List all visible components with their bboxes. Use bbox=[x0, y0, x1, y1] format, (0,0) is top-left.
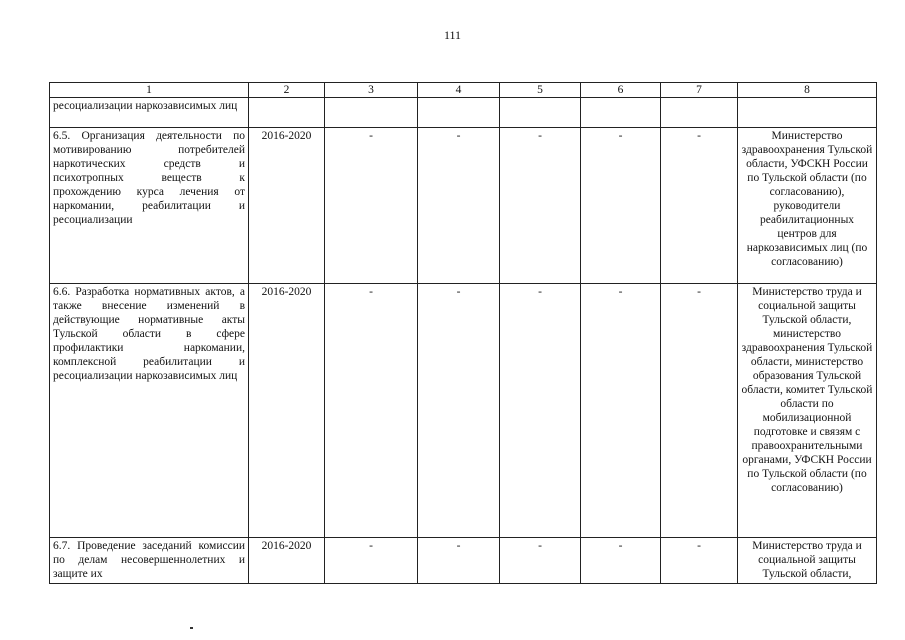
dash-cell: - bbox=[418, 284, 500, 538]
column-header: 5 bbox=[500, 83, 581, 98]
column-header: 3 bbox=[325, 83, 418, 98]
column-header: 4 bbox=[418, 83, 500, 98]
dash-cell: - bbox=[325, 284, 418, 538]
period-cell: 2016-2020 bbox=[249, 128, 325, 284]
executors-cell: Министерство труда и социальной защиты Тульской области, bbox=[738, 538, 877, 584]
period-cell: 2016-2020 bbox=[249, 538, 325, 584]
dash-cell: - bbox=[418, 128, 500, 284]
dash-cell: - bbox=[581, 538, 661, 584]
column-header: 6 bbox=[581, 83, 661, 98]
dash-cell: - bbox=[325, 128, 418, 284]
executors-cell: Министерство здравоохранения Тульской области, УФСКН России по Тульской области (по согласованию), руководители реабилитационных центров для наркозависимых лиц (по согласованию) bbox=[738, 128, 877, 284]
column-number-row bbox=[50, 83, 877, 98]
column-header: 7 bbox=[661, 83, 738, 98]
dash-cell: - bbox=[661, 284, 738, 538]
dash-cell: - bbox=[581, 128, 661, 284]
measure-description: 6.6. Разработка нормативных актов, а также внесение изменений в действующие нормативные акты Тульской области в сфере профилактики наркомании, комплексной реабилитации и ресоциализации наркозависимых лиц bbox=[50, 284, 249, 538]
program-measures-table bbox=[49, 82, 877, 584]
continuation-text: ресоциализации наркозависимых лиц bbox=[50, 98, 249, 128]
executors-cell: Министерство труда и социальной защиты Тульской области, министерство здравоохранения Тульской области, министерство образования Тульской области, комитет Тульской области по мобилизационной подготовке и связям с правоохранительными органами, УФСКН России по Тульской области (по согласованию) bbox=[738, 284, 877, 538]
period-cell: 2016-2020 bbox=[249, 284, 325, 538]
continuation-row bbox=[50, 98, 877, 128]
measure-description: 6.7. Проведение заседаний комиссии по делам несовершеннолетних и защите их bbox=[50, 538, 249, 584]
dash-cell: - bbox=[325, 538, 418, 584]
dash-cell: - bbox=[661, 538, 738, 584]
column-header: 1 bbox=[50, 83, 249, 98]
dash-cell: - bbox=[500, 538, 581, 584]
dash-cell: - bbox=[661, 128, 738, 284]
dash-cell: - bbox=[500, 284, 581, 538]
column-header: 8 bbox=[738, 83, 877, 98]
dash-cell: - bbox=[500, 128, 581, 284]
page-number: 111 bbox=[443, 28, 462, 42]
table-row bbox=[50, 284, 877, 538]
dash-cell: - bbox=[581, 284, 661, 538]
table-row bbox=[50, 538, 877, 584]
measure-description: 6.5. Организация деятельности по мотивированию потребителей наркотических средств и психотропных веществ к прохождению курса лечения от наркомании, реабилитации и ресоциализации bbox=[50, 128, 249, 284]
table-row bbox=[50, 128, 877, 284]
scan-speck bbox=[190, 627, 193, 629]
dash-cell: - bbox=[418, 538, 500, 584]
column-header: 2 bbox=[249, 83, 325, 98]
